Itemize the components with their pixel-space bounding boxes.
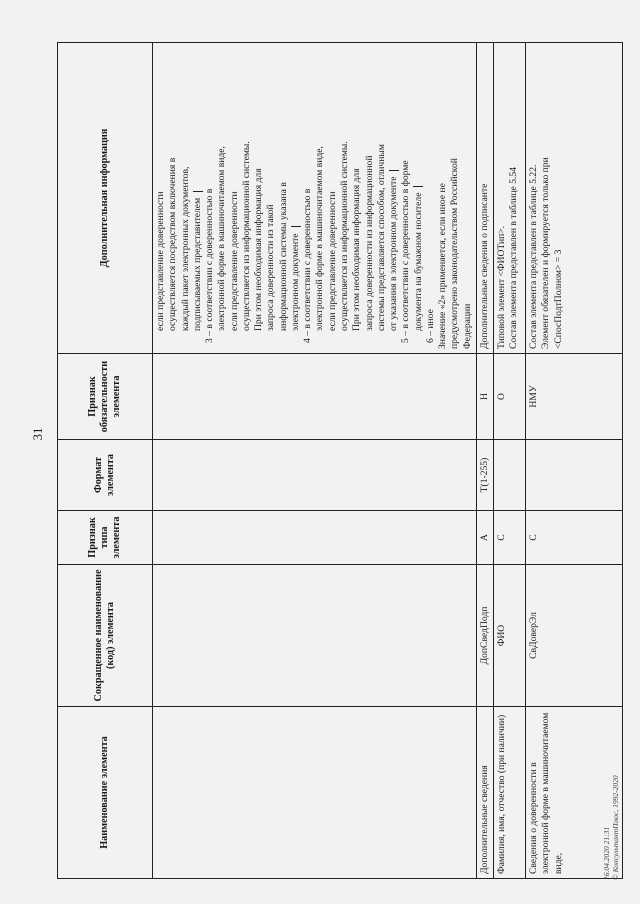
header-code: Сокращенное наименование (код) элемента: [58, 565, 153, 707]
element-table-rotated: [57, 43, 569, 879]
info-line: 5 – в соответствии с доверенностью в форме: [400, 160, 412, 343]
cell-required: НМУ: [526, 354, 623, 440]
info-line: осуществляется из информационной системы.: [338, 141, 350, 331]
info-line: 3 – в соответствии с доверенностью в: [204, 188, 216, 343]
info-line: запроса доверенности из такой: [265, 204, 277, 331]
info-line: осуществляется посредством включения в: [167, 157, 179, 331]
info-line: если представление доверенности: [326, 191, 338, 331]
cell-info: [526, 43, 623, 354]
cell-name: Сведения о доверенности в электронной форме в машиночитаемом виде,: [526, 707, 623, 879]
info-line: каждый пакет электронных документов,: [179, 166, 191, 331]
info-line: документа на бумажном носителе: [413, 47, 425, 349]
info-line: Значение «2» применяется, если иное не: [437, 183, 449, 349]
cell-required: [153, 354, 477, 440]
table-row: [153, 43, 477, 879]
info-line: 4 – в соответствии с доверенностью в: [302, 188, 314, 343]
document-footer: [602, 775, 621, 880]
info-line: Состав элемента представлен в таблице 5.54: [508, 166, 520, 349]
table-row: [526, 43, 623, 879]
footer-copyright: © КонсультантПлюс, 1992-2020: [611, 775, 621, 880]
info-line: информационной системы указана в: [277, 182, 289, 331]
info-line: 6 – иное: [424, 309, 436, 343]
info-line: предусмотрено законодательством Российской: [449, 158, 461, 349]
cell-format: T(1-255): [476, 440, 493, 511]
info-line: от указания в электронном документе: [388, 47, 400, 349]
text-cursor-mark: [413, 186, 423, 187]
page-number: 31: [30, 427, 45, 441]
cell-code: СвДоверЭл: [526, 565, 623, 707]
cell-required: Н: [476, 354, 493, 440]
cell-name: Дополнительные сведения: [476, 707, 493, 879]
info-line: запроса доверенности из информационной: [363, 155, 375, 331]
info-line: осуществляется из информационной системы.: [240, 141, 252, 331]
info-line: электронном документе: [290, 47, 302, 349]
text-cursor-mark: [389, 170, 399, 171]
info-text: [155, 47, 474, 349]
cell-format: [494, 440, 526, 511]
info-line: системы представляется способом, отличным: [375, 144, 387, 331]
cell-type: С: [526, 511, 623, 565]
header-name: Наименование элемента: [58, 707, 153, 879]
table-header-row: [58, 43, 153, 879]
info-line: При этом необходимая информация для: [351, 168, 363, 331]
info-line: Типовой элемент <ФИОТип>.: [496, 225, 508, 349]
cell-code: [153, 565, 477, 707]
cell-required: О: [494, 354, 526, 440]
info-line: если представление доверенности: [155, 191, 166, 331]
info-line: <СпосПодтПолном> = 3: [552, 249, 564, 349]
info-line: Федерации: [461, 303, 473, 349]
info-line: При этом необходимая информация для: [253, 168, 265, 331]
footer-date: 16.04.2020 21:31: [602, 826, 611, 880]
table-row: [476, 43, 493, 879]
header-type: Признак типа элемента: [58, 511, 153, 565]
info-line: подписываемых представителем: [192, 47, 204, 349]
cell-name: [153, 707, 477, 879]
cell-info: [153, 43, 477, 354]
cell-code: ДопСведПодп: [476, 565, 493, 707]
header-required: Признак обязательности элемента: [58, 354, 153, 440]
text-cursor-mark: [291, 226, 301, 227]
info-line: если представление доверенности: [228, 191, 240, 331]
info-line: Состав элемента представлен в таблице 5.22.: [528, 164, 540, 349]
cell-format: [153, 440, 477, 511]
header-info: Дополнительная информация: [58, 43, 153, 354]
info-line: Элемент обязателен и формируется только при: [540, 157, 552, 349]
header-format: Формат элемента: [58, 440, 153, 511]
info-line: электронной форме в машиночитаемом виде,: [216, 146, 228, 331]
cell-info: [494, 43, 526, 354]
cell-format: [526, 440, 623, 511]
cell-info: Дополнительные сведения о подписанте: [476, 43, 493, 354]
cell-type: А: [476, 511, 493, 565]
cell-name: Фамилия, имя, отчество (при наличии): [494, 707, 526, 879]
cell-type: [153, 511, 477, 565]
table-row: [494, 43, 526, 879]
text-cursor-mark: [193, 191, 203, 192]
info-line: электронной форме в машиночитаемом виде,: [314, 146, 326, 331]
cell-type: С: [494, 511, 526, 565]
element-table: [57, 42, 623, 879]
cell-code: ФИО: [494, 565, 526, 707]
